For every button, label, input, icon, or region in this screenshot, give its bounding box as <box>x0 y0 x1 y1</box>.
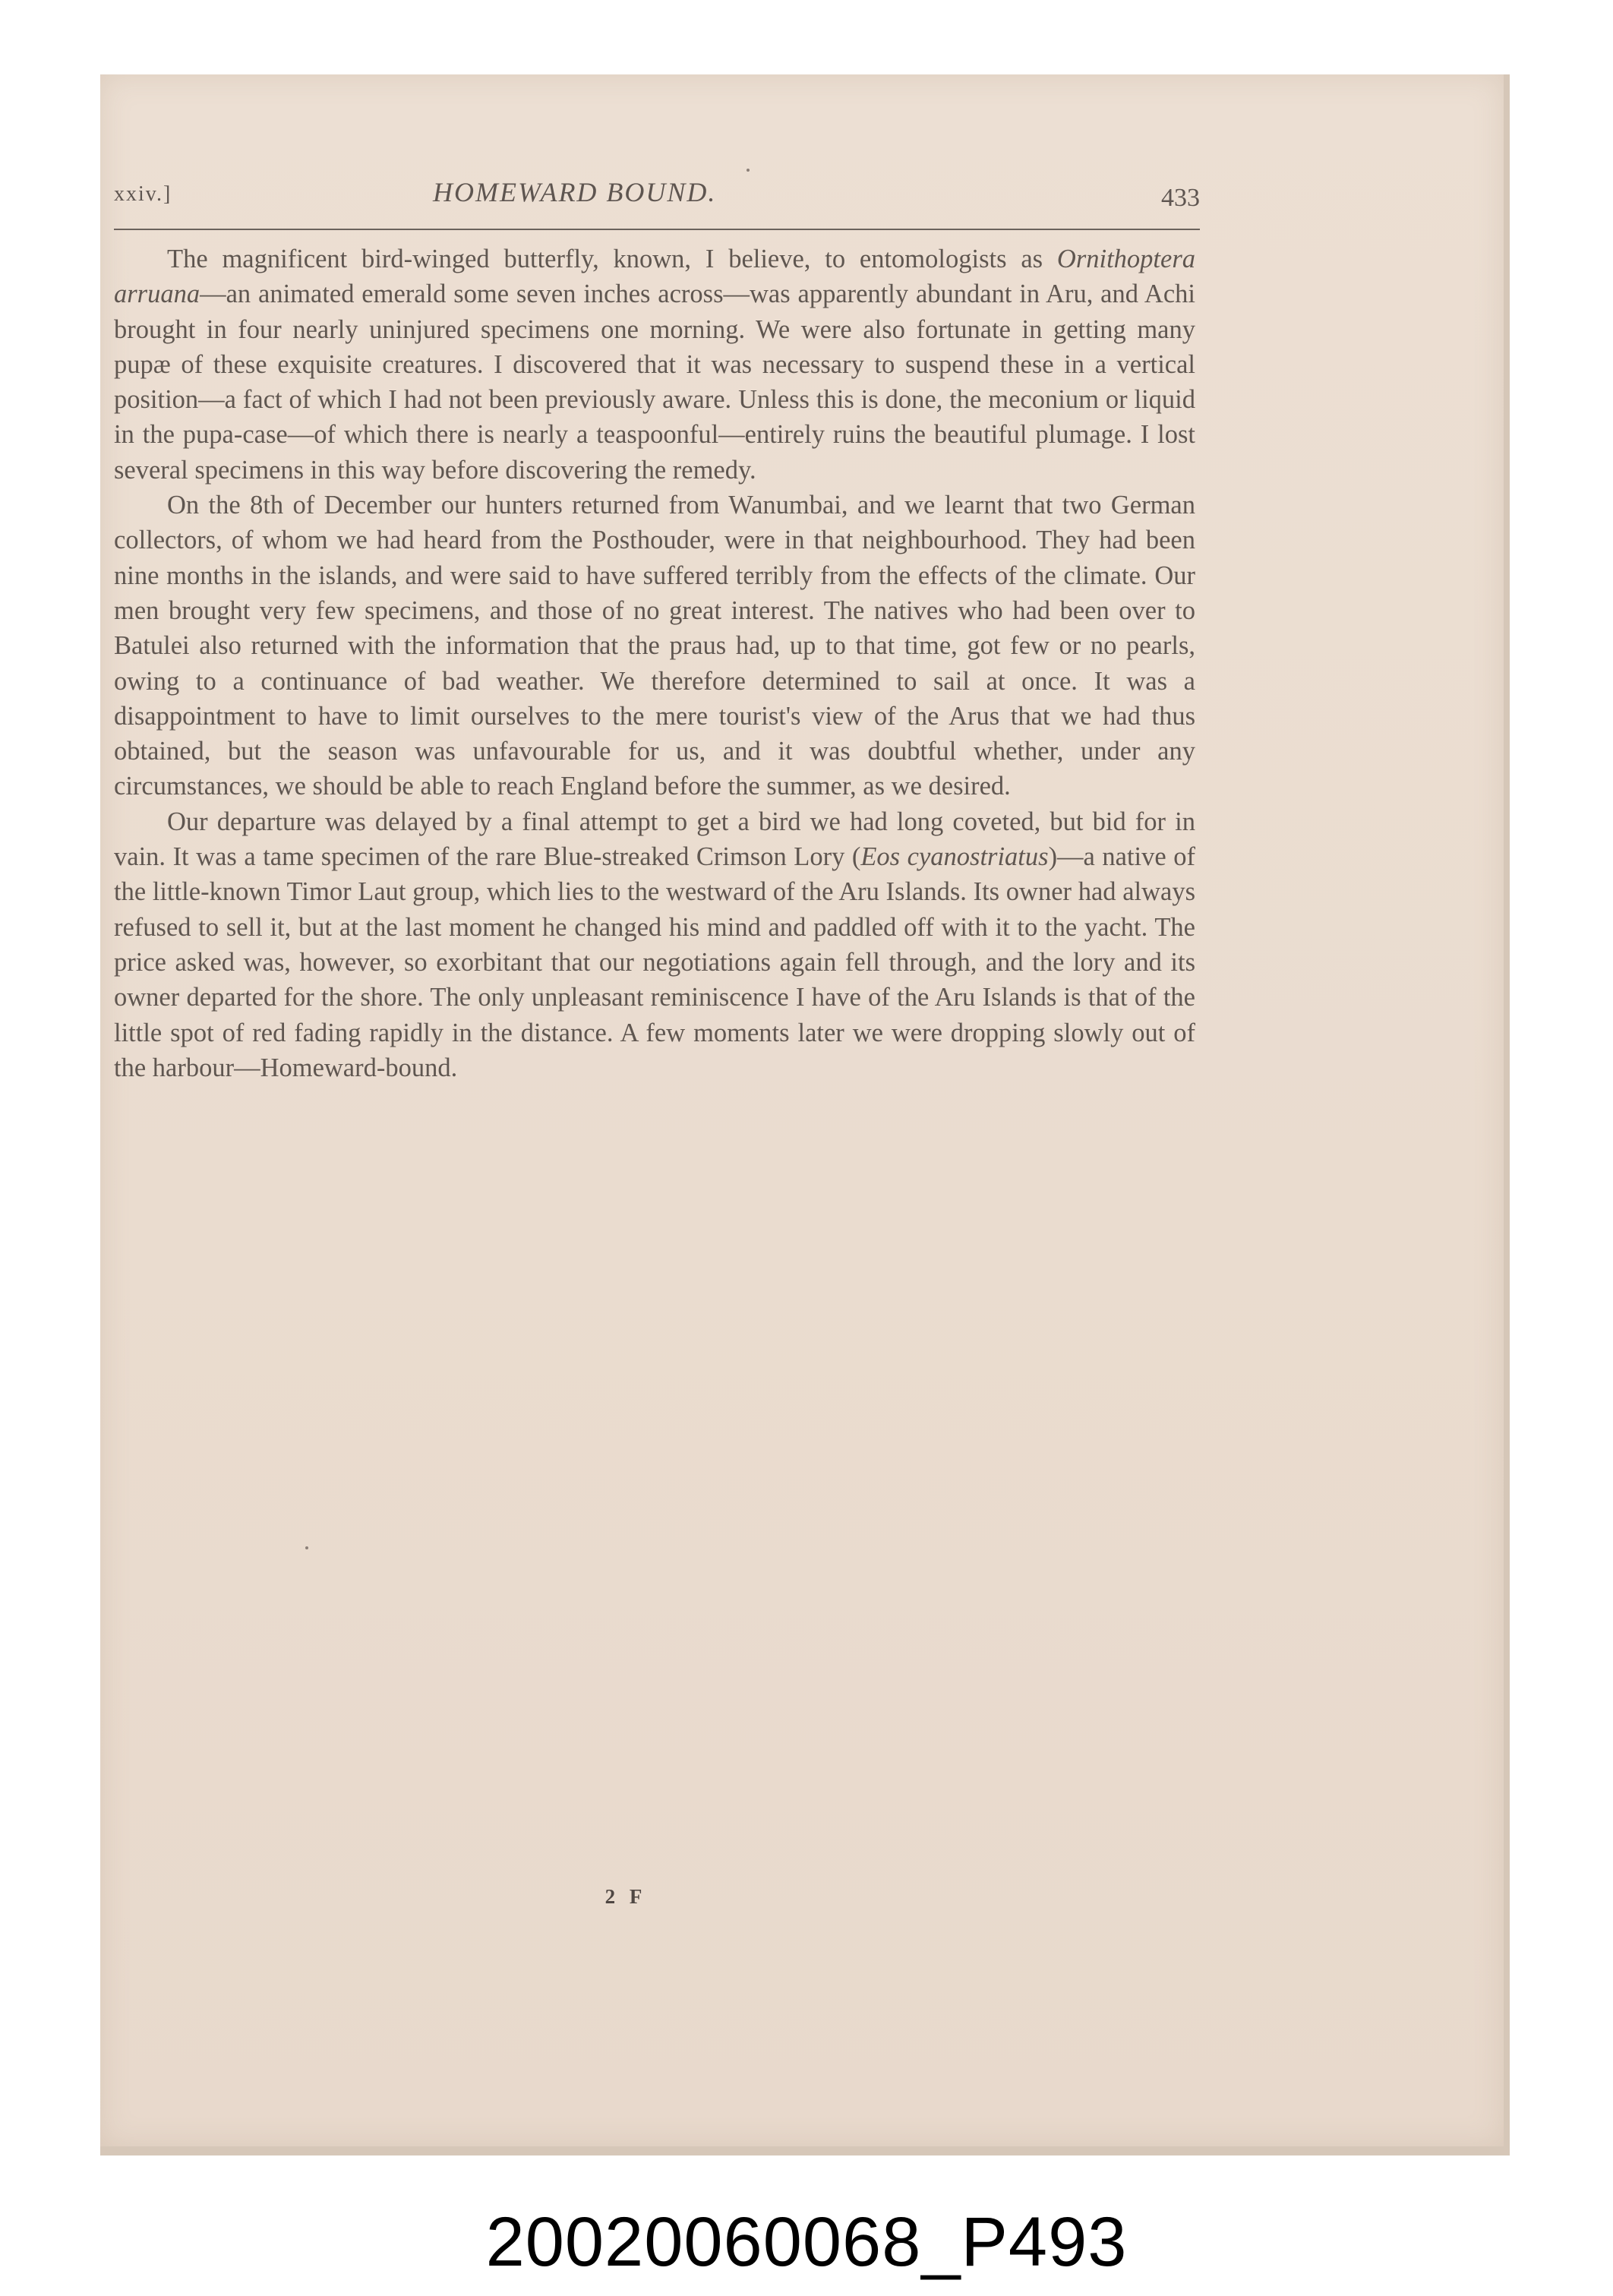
body-text <box>114 242 1195 1085</box>
species-name: Eos cyanostriatus <box>860 842 1049 872</box>
paper-speck <box>305 1546 308 1549</box>
paragraph-3: Our departure was delayed by a final attempt to get a bird we had long coveted, but bid for in vain. It was a tame specimen of the rare Blue-streaked Crimson Lory (Eos cyanostriatus)—a native of the little-known Timor Laut group, which lies to the westward of the Aru Islands. Its owner had always refused to sell it, but at the last moment he changed his mind and paddled off with it to the yacht. The price asked was, however, so exorbitant that our negotiations again fell through, and the lory and its owner departed for the shore. The only unpleasant reminiscence I have of the Aru Islands is that of the little spot of red fading rapidly in the distance. A few moments later we were dropping slowly out of the harbour—Homeward-bound. <box>114 807 1195 1082</box>
page-number: 433 <box>1161 184 1200 212</box>
signature-mark: 2 F <box>604 1885 647 1908</box>
paragraph-1: The magnificent bird-winged butterfly, known, I believe, to entomologists as Ornithoptera arruana—an animated emerald some seven inches across—was apparently abundant in Aru, and Achi brought in four nearly uninjured specimens one morning. We were also fortunate in getting many pupæ of these exquisite creatures. I discovered that it was necessary to suspend these in a vertical position—a fact of which I had not been previously aware. Unless this is done, the meconium or liquid in the pupa-case—of which there is nearly a teaspoonful—entirely ruins the beautiful plumage. I lost several specimens in this way before discovering the remedy. <box>114 245 1195 485</box>
paragraph-2: On the 8th of December our hunters returned from Wanumbai, and we learnt that two German collectors, of whom we had heard from the Posthouder, were in that neighbourhood. They had been nine months in the islands, and were said to have suffered terribly from the effects of the climate. Our men brought very few specimens, and those of no great interest. The natives who had been over to Batulei also returned with the information that the praus had, up to that time, got few or no pearls, owing to a continuance of bad weather. We therefore determined to sail at once. It was a disappointment to have to limit ourselves to the mere tourist's view of the Arus that we had thus obtained, but the season was unfavourable for us, and it was doubtful whether, under any circumstances, we should be able to reach England before the summer, as we desired. <box>114 491 1195 801</box>
paper-speck <box>747 169 750 172</box>
running-title: HOMEWARD BOUND. <box>433 177 717 207</box>
image-id-caption: 20020060068_P493 <box>485 2203 1128 2281</box>
running-header <box>114 175 1200 220</box>
header-rule <box>114 229 1200 230</box>
chapter-number: xxiv.] <box>114 182 172 206</box>
species-name: Ornithoptera arruana <box>114 245 1195 309</box>
